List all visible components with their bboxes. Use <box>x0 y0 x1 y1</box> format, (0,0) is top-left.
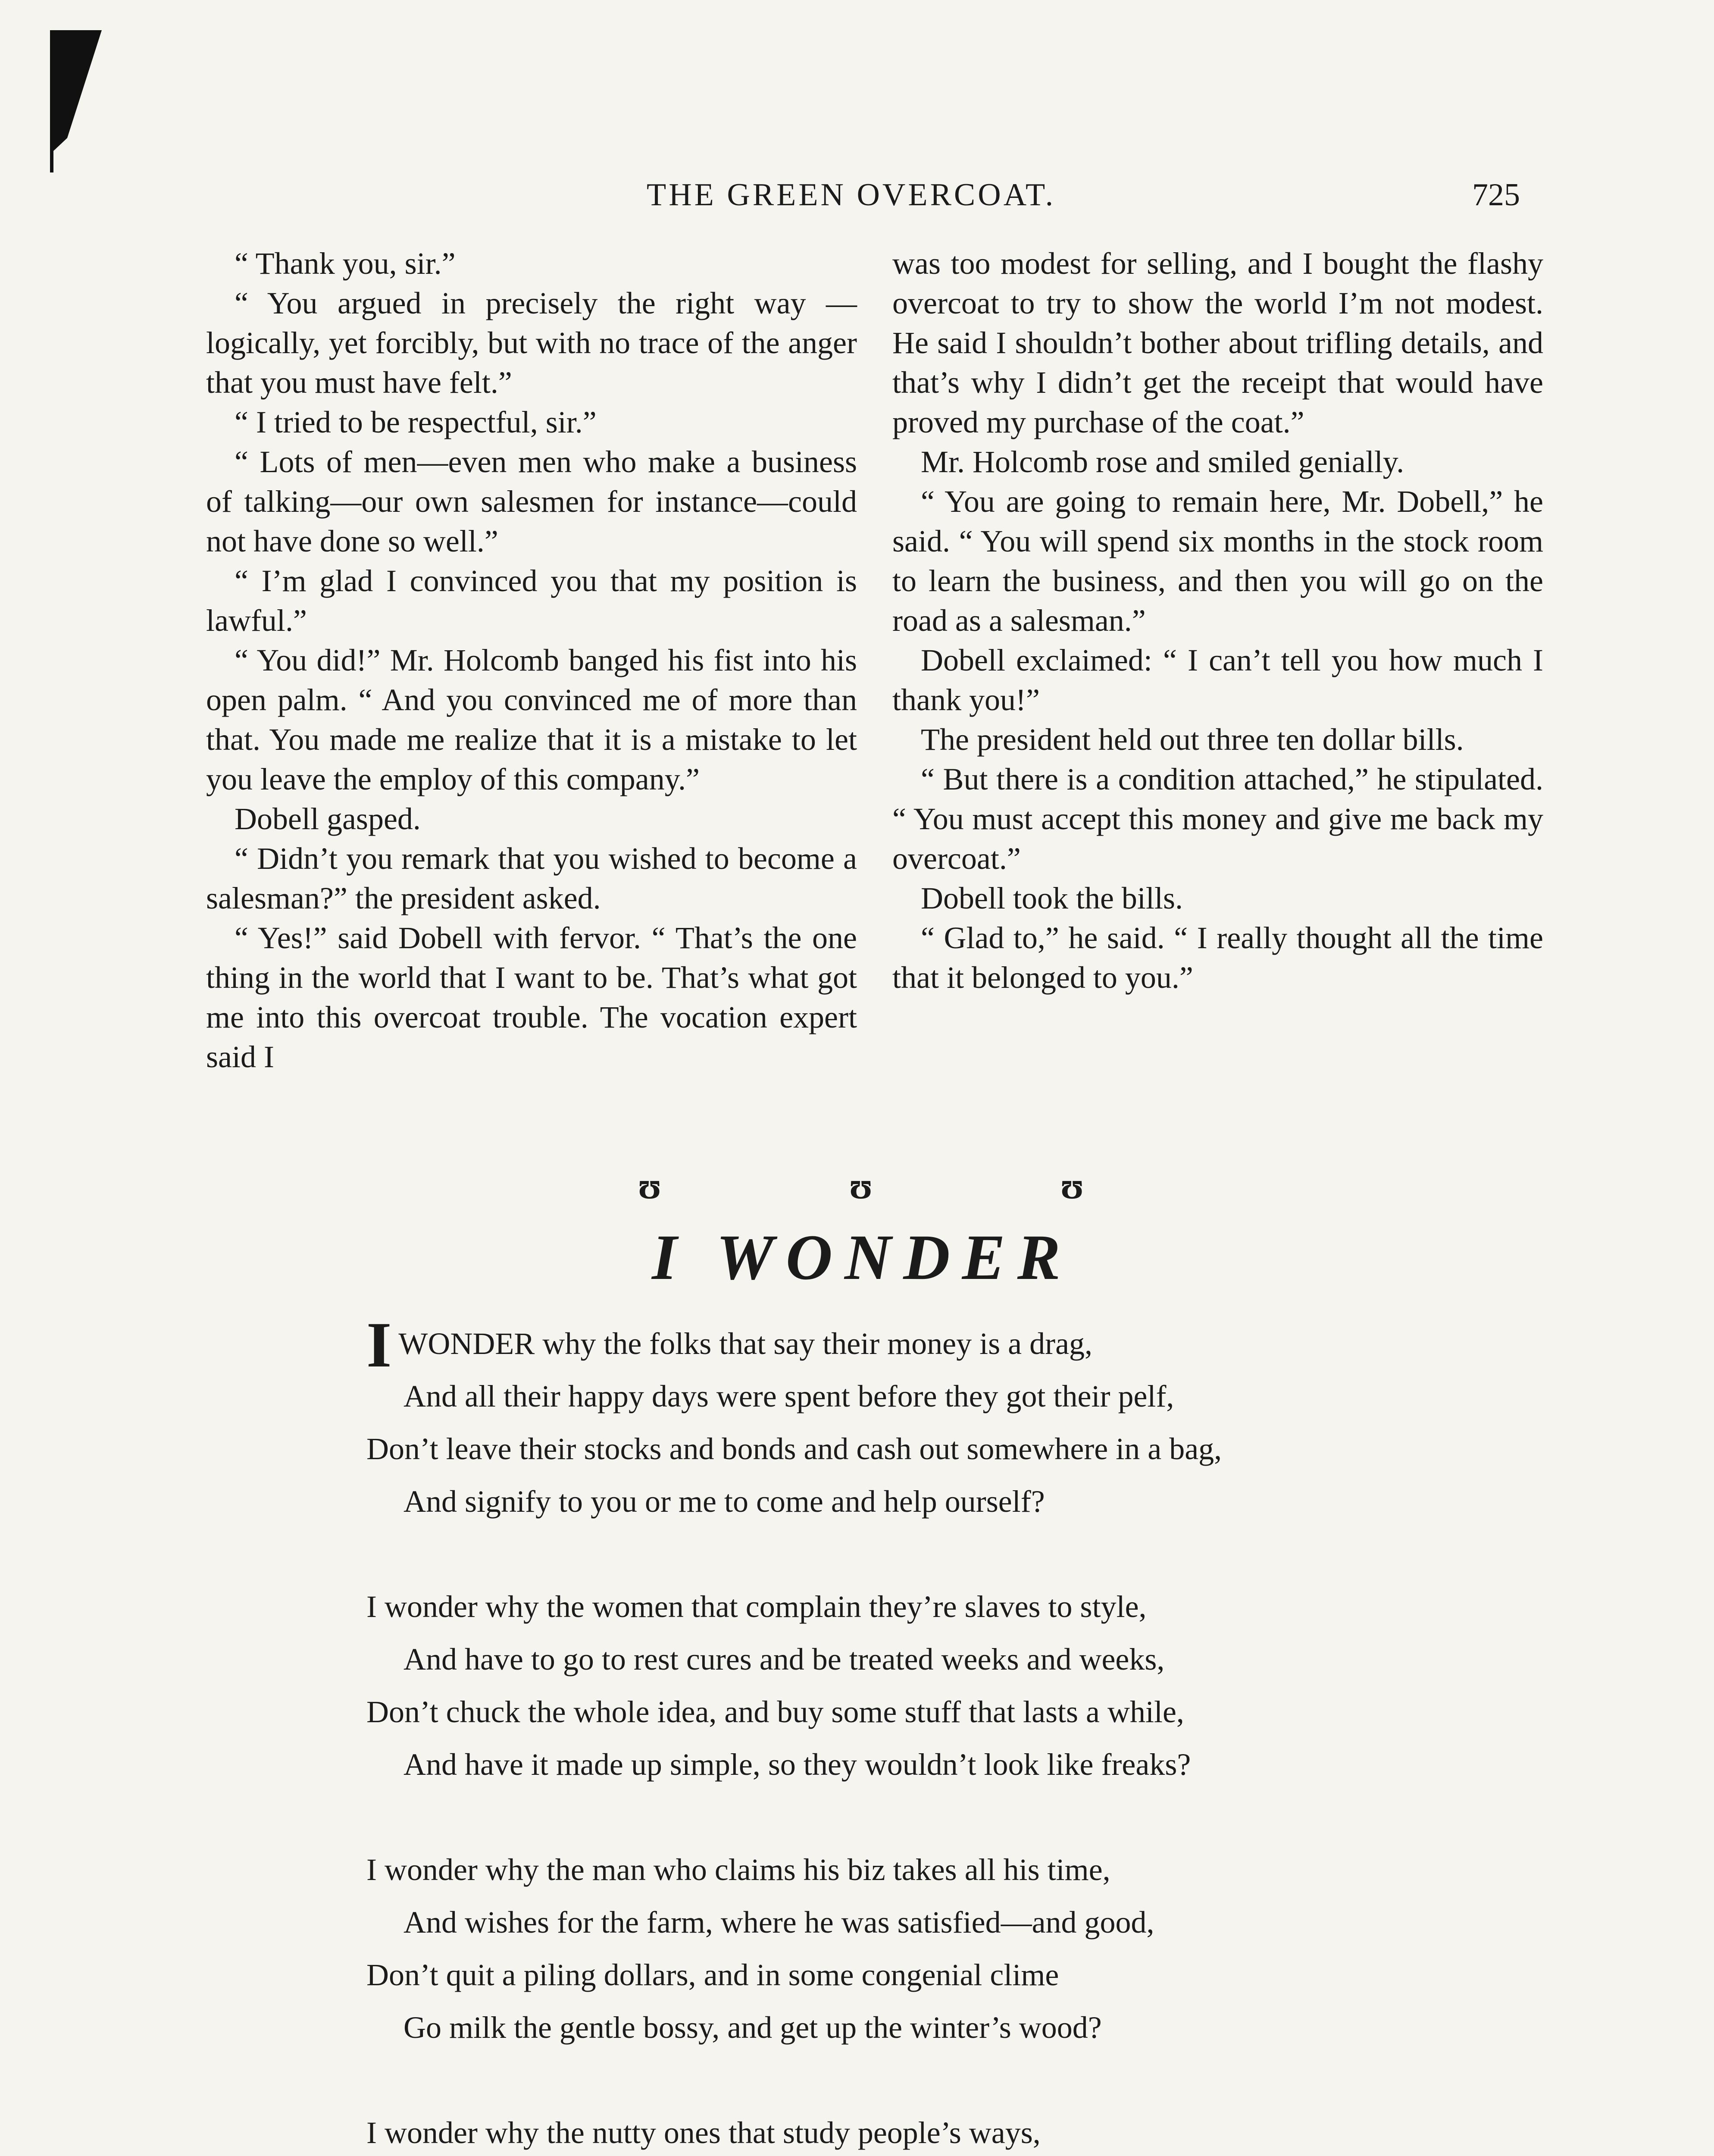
story-paragraph: “ I tried to be respectful, sir.” <box>235 405 597 439</box>
poem-stanza <box>366 1843 1509 2054</box>
poem-line: Go milk the gentle bossy, and get up the winter’s wood? <box>403 2010 1102 2045</box>
story-paragraph: “ You argued in precisely the right way —logically, yet forcibly, but with no trace of the anger that you must have felt.” <box>206 286 857 400</box>
poem-line: And have to go to rest cures and be treated weeks and weeks, <box>403 1642 1165 1677</box>
ornament-icon: ʊ <box>849 1165 873 1207</box>
story-paragraph: “ Yes!” said Dobell with fervor. “ That’s the one thing in the world that I want to be. That’s what got me into this overcoat trouble. The vocation expert said I <box>206 921 857 1074</box>
poem-stanza <box>366 1580 1509 1791</box>
story-paragraph: “ You are going to remain here, Mr. Dobell,” he said. “ You will spend six months in the stock room to learn the business, and then you will go on the road as a salesman.” <box>892 484 1543 638</box>
story-paragraph: “ But there is a condition attached,” he stipulated. “ You must accept this money and give me back my overcoat.” <box>892 762 1543 876</box>
story-paragraph: Dobell exclaimed: “ I can’t tell you how much I thank you!” <box>892 643 1543 717</box>
story-paragraph: “ You did!” Mr. Holcomb banged his fist into his open palm. “ And you convinced me of more than that. You made me realize that it is a mistake to let you leave the employ of this company.” <box>206 643 857 796</box>
drop-cap: I <box>366 1309 392 1381</box>
story-paragraph: “ Lots of men—even men who make a business of talking—our own salesmen for instance—could not have done so well.” <box>206 445 857 558</box>
story-left-column <box>206 244 857 1077</box>
poem-line: And signify to you or me to come and help ourself? <box>403 1484 1045 1519</box>
poem-line: Don’t quit a piling dollars, and in some congenial clime <box>366 1958 1059 1992</box>
poem-title: I WONDER <box>652 1222 1073 1293</box>
page-number: 725 <box>1472 177 1520 213</box>
story-paragraph: “ I’m glad I convinced you that my position is lawful.” <box>206 564 857 638</box>
poem-stanza <box>366 1309 1509 1528</box>
ornament-icon: ʊ <box>1060 1165 1084 1207</box>
poem-line: I wonder why the women that complain they’re slaves to style, <box>366 1589 1147 1624</box>
poem-stanza <box>366 2106 1509 2156</box>
ornament-icon: ʊ <box>638 1165 662 1207</box>
poem-line: I wonder why the nutty ones that study people’s ways, <box>366 2115 1041 2150</box>
poem <box>366 1309 1509 2156</box>
poem-line: I wonder why the man who claims his biz takes all his time, <box>366 1852 1110 1887</box>
story-paragraph: “ Thank you, sir.” <box>235 246 456 281</box>
poem-line: Don’t chuck the whole idea, and buy some stuff that lasts a while, <box>366 1695 1184 1729</box>
section-ornaments <box>638 1164 1112 1212</box>
poem-line-text: WONDER why the folks that say their money is a drag, <box>398 1326 1093 1361</box>
story-paragraph: was too modest for selling, and I bought the flashy overcoat to try to show the world I’m not modest. He said I shouldn’t bother about trifling details, and that’s why I didn’t get the receipt that would have proved my purchase of the coat.” <box>892 246 1543 439</box>
story-paragraph: Mr. Holcomb rose and smiled genially. <box>921 445 1404 479</box>
running-title: THE GREEN OVERCOAT. <box>647 177 1056 213</box>
story-paragraph: The president held out three ten dollar bills. <box>921 722 1464 757</box>
poem-line: And wishes for the farm, where he was satisfied—and good, <box>403 1905 1154 1940</box>
poem-line <box>366 1309 1509 1381</box>
story-paragraph: Dobell gasped. <box>235 802 421 836</box>
poem-line: Don’t leave their stocks and bonds and cash out somewhere in a bag, <box>366 1432 1222 1466</box>
poem-line: And have it made up simple, so they wouldn’t look like freaks? <box>403 1747 1191 1782</box>
running-head <box>0 177 1714 216</box>
story-paragraph: “ Glad to,” he said. “ I really thought all the time that it belonged to you.” <box>892 921 1543 995</box>
black-corner-mark <box>41 30 102 172</box>
poem-line: And all their happy days were spent before they got their pelf, <box>403 1379 1174 1413</box>
story-right-column <box>892 244 1543 997</box>
story-paragraph: “ Didn’t you remark that you wished to become a salesman?” the president asked. <box>206 841 857 915</box>
story-paragraph: Dobell took the bills. <box>921 881 1183 915</box>
